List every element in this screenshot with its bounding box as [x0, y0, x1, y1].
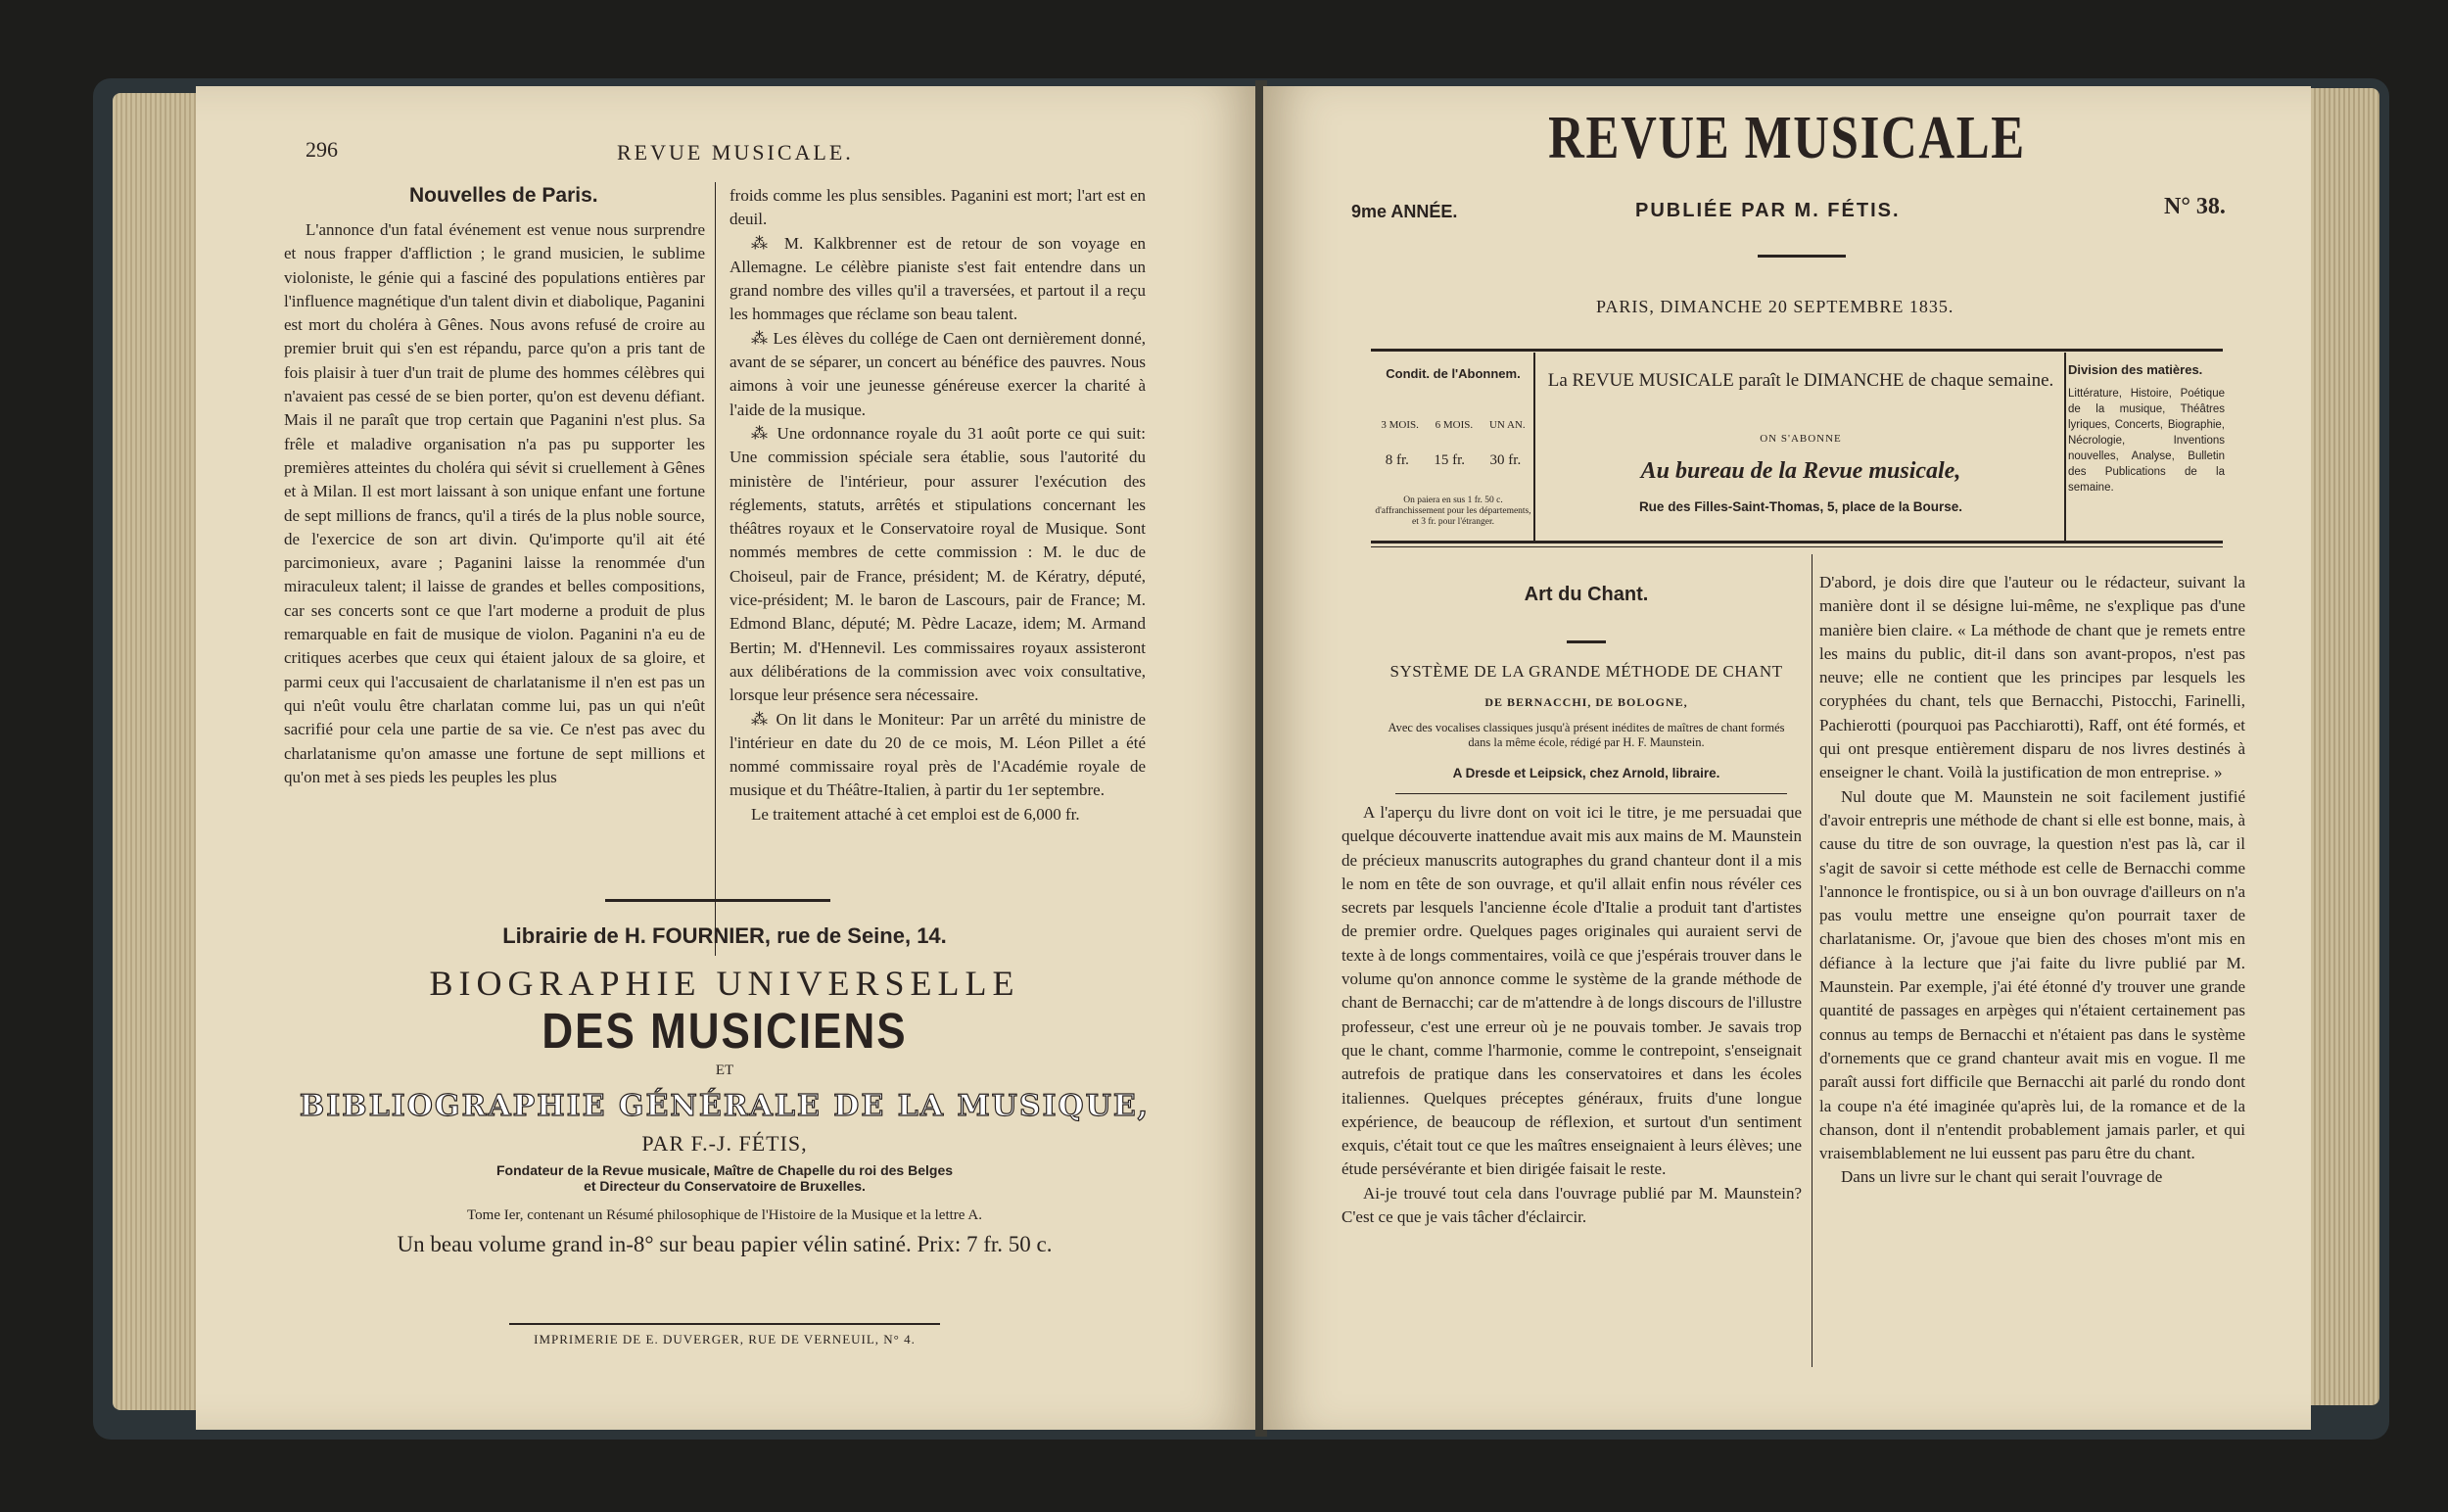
period-3: 3 MOIS.	[1381, 419, 1419, 431]
paragraph: Le traitement attaché à cet emploi est de 6,000 fr.	[751, 804, 1080, 824]
right-page	[1263, 86, 2311, 1430]
page-number: 296	[306, 137, 338, 162]
paragraph: Nul doute que M. Maunstein ne soit facilement justifié d'avoir entrepris une méthode de chant si elle est bonne, mais, à cause du titre de son ouvrage, la question n'est pas là, car il s'agit de savoir si cette méthode est celle de Bernacchi comme l'annonce le frontispice, ou si à un bon ouvrage d'ailleurs on n'a pas voulu mettre une enseigne qu'on pourrait taxer de charlatanisme. Or, j'avoue que bien des choses m'ont mis en défiance à la lecture que j'ai faite du livre publié par M. Maunstein. Par exemple, j'ai été étonné d'y trouver une grande quantité de passages en arpèges qui n'étaient certainement pas connus au temps de Bernacchi et n'étaient pas dans le système d'ornements que ce grand chanteur avait mis en vogue. Il me paraît aussi fort difficile que Bernacchi ait parlé du rondo dont la coupe n'a été imaginée qu'après lui, de la romance et de la chanson, dont il n'entendit probablement jamais parler, et qui vraisemblablement ne lui eussent pas paru être du chant.	[1819, 786, 2245, 1163]
printer-line: IMPRIMERIE DE E. DUVERGER, RUE DE VERNEUIL, N° 4.	[534, 1332, 916, 1347]
box-divider	[2064, 353, 2066, 541]
left-page	[196, 86, 1258, 1430]
box-bottom-rule	[1371, 541, 2223, 543]
masthead: REVUE MUSICALE	[1548, 105, 2026, 171]
separator-rule	[509, 1323, 940, 1325]
weekly-notice: La REVUE MUSICALE paraît le DIMANCHE de chaque semaine.	[1547, 370, 2054, 391]
ad-title-2: DES MUSICIENS	[541, 1004, 908, 1060]
ad-price: Un beau volume grand in-8° sur beau papier vélin satiné. Prix: 7 fr. 50 c.	[397, 1232, 1053, 1256]
paragraph: froids comme les plus sensibles. Paganini est mort; l'art est en deuil.	[730, 186, 1146, 229]
box-bottom-rule-2	[1371, 546, 2223, 547]
on-sabonne: ON S'ABONNE	[1760, 433, 1842, 445]
dateline: PARIS, DIMANCHE 20 SEPTEMBRE 1835.	[1596, 297, 1954, 316]
publiee-par: PUBLIÉE PAR M. FÉTIS.	[1635, 200, 1901, 221]
subscription-periods	[1373, 419, 1533, 431]
annee: 9me ANNÉE.	[1351, 202, 1458, 221]
paragraph: A l'aperçu du livre dont on voit ici le titre, je me persuadai que quelque découverte inattendue avait mis aux mains de M. Maunstein de précieux manuscrits autographes du grand chanteur dont il a mis le nom en tête de son ouvrage, et qu'il allait enfin nous révéler ces secrets par lesquels l'ancienne école d'Italie a produit tant d'artistes de premier ordre. Quelques pages originales qui auraient servi de texte à de longs commentaires, voilà ce que j'espérais trouver dans le volume qu'on annonce comme le système de la grande méthode de chant de Bernacchi; car de m'attendre à de longs discours de l'illustre professeur, c'est une erreur où je ne pouvais tomber. Je savais trop que le chant, comme l'harmonie, comme le contrepoint, s'enseignait autrefois de pratique dans les conservatoires et dans les écoles italiennes. Quelques préceptes généraux, fruits d'une longue expérience, de beaucoup de réflexion, et surtout d'un sentiment exquis, c'était tout ce que les maîtres enseignaient à leurs élèves; une étude persévérante et bien dirigée faisait le reste.	[1342, 803, 1802, 1179]
paragraph: Dans un livre sur le chant qui serait l'ouvrage de	[1841, 1167, 2163, 1187]
division-title: Division des matières.	[2068, 362, 2203, 377]
issue-number: N° 38.	[2164, 194, 2226, 219]
paragraph: ⁂ Les élèves du collége de Caen ont dernièrement donné, avant de se séparer, un concert au bénéfice des pauvres. Nous aimons à voir une jeunesse généreuse exercer la charité à l'aide de la musique.	[730, 328, 1146, 419]
address: Rue des Filles-Saint-Thomas, 5, place de la Bourse.	[1638, 499, 1963, 514]
paragraph: ⁂ On lit dans le Moniteur: Par un arrêté du ministre de l'intérieur en date du 20 de ce mois, M. Léon Pillet a été nommé commissaire royal près de l'Académie royale de musique et du Théâtre-Italien, à partir du 1er septembre.	[730, 709, 1146, 800]
article-note: Avec des vocalises classiques jusqu'à présent inédites de maîtres de chant formés dans la même école, rédigé par H. F. Maunstein.	[1388, 721, 1785, 749]
ad-et: ET	[715, 1063, 734, 1078]
subscription-title: Condit. de l'Abonnem.	[1386, 366, 1521, 381]
article-rule	[1395, 793, 1787, 794]
price-6: 15 fr.	[1434, 452, 1466, 468]
box-divider	[1533, 353, 1535, 541]
separator-rule	[605, 899, 830, 902]
ad-title-1: BIOGRAPHIE UNIVERSELLE	[429, 964, 1020, 1003]
division-text: Littérature, Histoire, Poétique de la musique, Théâtres lyriques, Concerts, Biographie, Nécrologie, Inventions nouvelles, Analyse, Bulletin des Publications de la semaine.	[2068, 388, 2225, 494]
ad-credentials-1: Fondateur de la Revue musicale, Maître de Chapelle du roi des Belges	[495, 1162, 954, 1178]
section-title: Art du Chant.	[1524, 584, 1649, 605]
period-12: UN AN.	[1488, 419, 1526, 431]
ad-author: PAR F.-J. FÉTIS,	[641, 1131, 808, 1156]
price-12: 30 fr.	[1489, 452, 1522, 468]
book-advertisement	[255, 923, 1195, 1257]
article-subtitle: DE BERNACCHI, DE BOLOGNE,	[1484, 695, 1688, 709]
article-column-1	[1342, 801, 1802, 1369]
ad-tome: Tome Ier, contenant un Résumé philosophique de l'Histoire de la Musique et la lettre A.	[467, 1207, 982, 1223]
article-column-2	[1819, 571, 2245, 1372]
publisher-line: Librairie de H. FOURNIER, rue de Seine, 14.	[502, 923, 947, 948]
paragraph: ⁂ M. Kalkbrenner est de retour de son voyage en Allemagne. Le célèbre pianiste s'est fait entendre dans un grand nombre des villes qu'il a traversées, et partout il a reçu les hommages que réclame son beau talent.	[730, 233, 1146, 324]
paragraph: ⁂ Une ordonnance royale du 31 août porte ce qui suit: Une commission spéciale sera établie, sous l'autorité du ministère de l'intérieur, pour assurer l'exécution des réglements, statuts, arrêtés et stipulations concernant les théâtres royaux et le Conservatoire royal de Musique. Sont nommés membres de cette commission : M. le duc de Choiseul, pair de France, président; M. de Kératry, député, vice-président; M. le baron de Lascours, pair de France; M. Edmond Blanc, député; M. Pèdre Lacaze, idem; M. Armand Bertin; M. d'Hennevil. Les commissaires royaux assisteront aux délibérations de la commission avec voix consultative, lorsque leur présence sera nécessaire.	[730, 423, 1146, 705]
subscription-prices	[1373, 452, 1533, 469]
news-column-2	[730, 184, 1146, 963]
bureau: Au bureau de la Revue musicale,	[1640, 458, 1961, 484]
price-3: 8 fr.	[1385, 452, 1409, 468]
box-top-rule	[1371, 349, 2223, 352]
column-divider	[715, 182, 716, 956]
subscription-note: On paiera en sus 1 fr. 50 c. d'affranchissement pour les départements, et 3 fr. pour l'étranger.	[1375, 496, 1531, 527]
paragraph: D'abord, je dois dire que l'auteur ou le rédacteur, suivant la manière dont il se désigne lui-même, ne s'explique pas d'une manière bien claire. « La méthode de chant que je remets entre les mains du public, dit-il dans son avant-propos, n'est pas neuve; elle ne contient que les principes par lesquels les coryphées du chant, tels que Bernacchi, Pistocchi, Farinelli, Pachierotti (pourquoi pas Pacchiarotti), Raff, ont été formés, et qui ont presque entièrement disparu de nos livres destinés à enseigner le chant. Voilà la justification de mon entreprise. »	[1819, 573, 2245, 782]
news-title: Nouvelles de Paris.	[409, 184, 598, 207]
period-6: 6 MOIS.	[1435, 419, 1474, 431]
paragraph: Ai-je trouvé tout cela dans l'ouvrage publié par M. Maunstein? C'est ce que je vais tâcher d'éclaircir.	[1342, 1183, 1802, 1227]
paragraph: L'annonce d'un fatal événement est venue nous surprendre et nous frapper d'affliction ; le grand musicien, le sublime violoniste, le génie qui a fasciné des populations entières par l'influence magnétique d'un talent divin et diabolique, Paganini est mort du choléra à Gênes. Nous avons refusé de croire au premier bruit qui s'en est répandu, parce qu'on a pris tant de fois plaisir à tuer d'un trait de plume des hommes célèbres qui n'avaient pas cessé de se bien porter, qu'on est devenu défiant. Mais il ne paraît que trop certain que Paganini n'est plus. Sa frêle et maladive organisation n'a pas pu supporter les premières atteintes du choléra qui sévit si cruellement à Gênes et à Milan. Il est mort laissant à son unique enfant une fortune de sept millions de francs, qu'il a tirés de la plus noble source, de l'exercice de son art divin. Qu'importe qu'il ait été parcimonieux, avare ; Paganini laisse la renommée d'un miraculeux talent; il laisse de grandes et belles compositions, car ses concerts sont ce que l'art moderne a produit de plus remarquable en fait de musique de violon. Paganini n'a eu de critiques acerbes que ceux qui étaient jaloux de sa gloire, et parmi ceux qui l'accusaient de charlatanisme il n'en est pas un qui n'eût voulu être charlatan comme lui, pas un qui n'eût sacrifié pour cela une partie de sa vie. Ce n'est pas avec du charlatanisme qu'on amasse une fortune de sept millions et qu'on met à ses pieds les peuples les plus	[284, 220, 705, 786]
article-title: SYSTÈME DE LA GRANDE MÉTHODE DE CHANT	[1389, 662, 1783, 681]
ornament-rule	[1758, 255, 1846, 258]
ad-credentials-2: et Directeur du Conservatoire de Bruxelles.	[584, 1178, 866, 1194]
ad-title-3: BIBLIOGRAPHIE GÉNÉRALE DE LA MUSIQUE,	[299, 1089, 1151, 1123]
section-rule	[1567, 640, 1606, 643]
article-place: A Dresde et Leipsick, chez Arnold, libraire.	[1452, 766, 1720, 780]
news-column-1	[284, 218, 705, 958]
running-head: REVUE MUSICALE.	[617, 140, 854, 165]
